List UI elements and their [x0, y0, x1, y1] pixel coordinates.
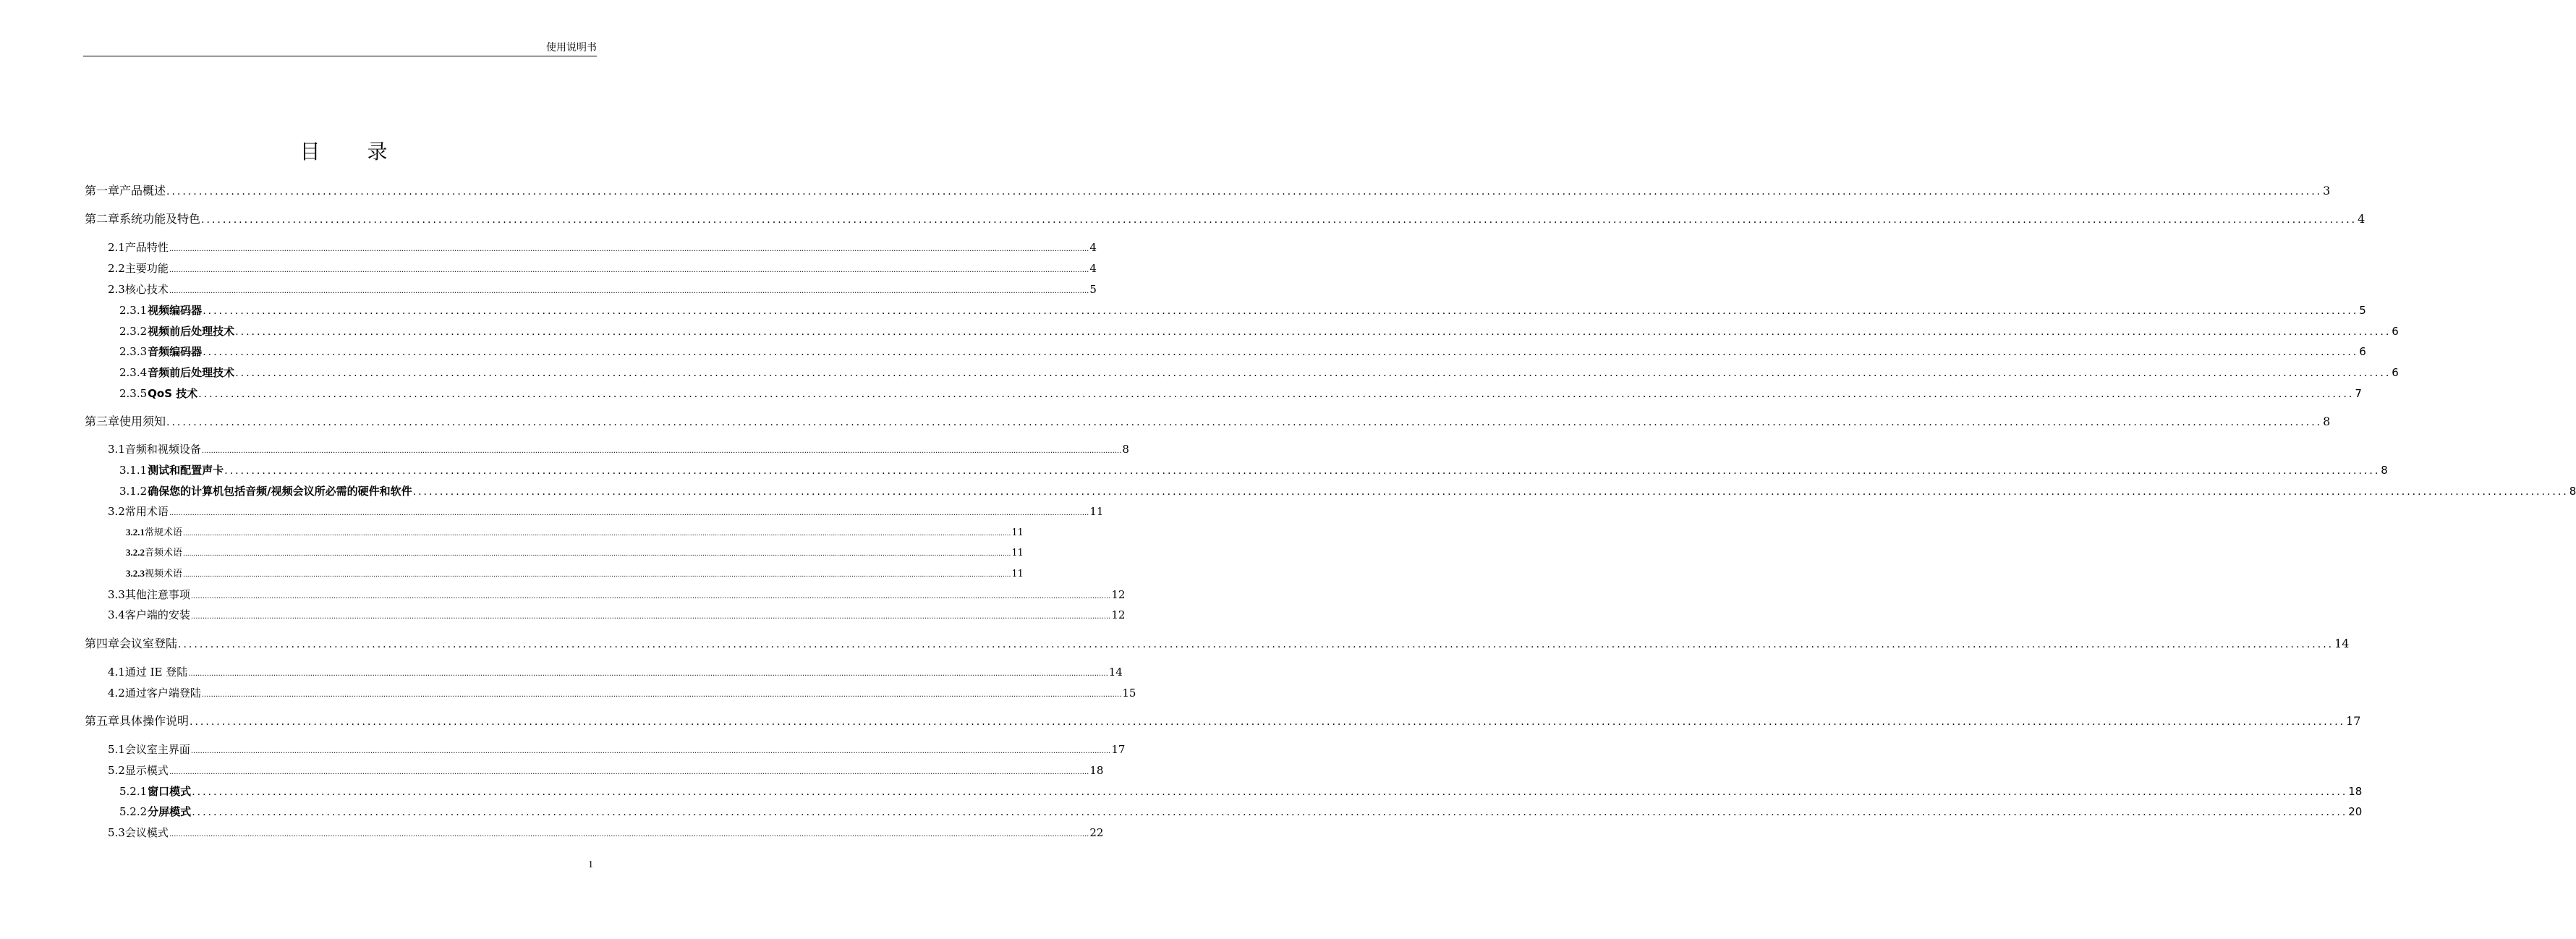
toc-dot-leader: ................................................................................................................................................................................................................................................................................................................................................................................................................ [183, 572, 1011, 579]
toc-dot-leader: ................................................................................................................................................................................................................................................................................................................................................................................................................ [183, 551, 1011, 558]
toc-entry[interactable] [85, 182, 2331, 200]
toc-entry-title: 显示模式 [124, 764, 169, 777]
toc-dot-leader: ................................................................................................................................................................................................................................................................................................................................................................................................................ [169, 287, 1089, 295]
toc-entry-title: 音频编码器 [148, 345, 203, 358]
toc-entry-number: 2.3.5 [119, 387, 148, 400]
toc-entry-number: 3.4 [108, 608, 125, 621]
toc-entry[interactable] [119, 783, 2363, 800]
toc-entry-number: 2.3.2 [119, 325, 148, 338]
toc-entry-number: 5.3 [108, 826, 125, 839]
toc-entry-number: 2.3.1 [119, 304, 148, 317]
toc-entry-page: 22 [1089, 826, 1104, 839]
toc-entry-page: 14 [2334, 637, 2350, 650]
toc-dot-leader: ................................................................................................................................................................................................................................................................................................................................................................................................................ [169, 768, 1089, 776]
toc-entry-page: 14 [1108, 666, 1123, 679]
toc-entry-title: 产品概述 [119, 184, 166, 197]
toc-entry-number: 第三章 [85, 415, 120, 428]
toc-entry[interactable] [119, 302, 2366, 319]
toc-entry[interactable] [126, 565, 1024, 582]
toc-entry[interactable] [119, 385, 2362, 402]
toc-dot-leader: ................................................................................................................................................................................................................................................................................................................................................................................................................ [190, 716, 2346, 728]
toc-entry-page: 6 [2392, 366, 2399, 379]
toc-entry-number: 2.3 [108, 283, 125, 296]
toc-dot-leader: ................................................................................................................................................................................................................................................................................................................................................................................................................ [192, 786, 2348, 798]
toc-entry[interactable] [119, 343, 2366, 360]
toc-entry-number: 3.1 [108, 443, 125, 456]
toc-entry-number: 2.1 [108, 241, 125, 254]
toc-dot-leader: ................................................................................................................................................................................................................................................................................................................................................................................................................ [203, 305, 2359, 317]
toc-entry-page: 12 [1111, 588, 1126, 601]
page-header: 使用说明书 [546, 42, 597, 54]
toc-entry[interactable] [85, 413, 2331, 430]
toc-entry-number: 5.1 [108, 743, 125, 756]
toc-entry[interactable] [119, 483, 2576, 500]
toc-entry-page: 4 [1089, 241, 1097, 254]
toc-dot-leader: ................................................................................................................................................................................................................................................................................................................................................................................................................ [235, 367, 2392, 379]
toc-entry-title: 客户端的安装 [124, 608, 190, 621]
toc-dot-leader: ................................................................................................................................................................................................................................................................................................................................................................................................................ [201, 447, 1122, 455]
toc-dot-leader: ................................................................................................................................................................................................................................................................................................................................................................................................................ [203, 347, 2359, 358]
toc-entry-title: 系统功能及特色 [119, 212, 201, 226]
toc-entry-title: 常规术语 [145, 527, 183, 538]
toc-entry[interactable] [108, 441, 1129, 458]
toc-entry-title: 视频编码器 [148, 304, 203, 317]
toc-entry-title: 测试和配置声卡 [148, 464, 224, 477]
toc-entry-title: QoS 技术 [148, 387, 198, 400]
toc-entry[interactable] [119, 364, 2399, 381]
toc-entry[interactable] [108, 606, 1126, 624]
toc-entry[interactable] [108, 281, 1097, 298]
toc-entry-page: 11 [1011, 548, 1024, 558]
toc-entry-page: 17 [2346, 714, 2361, 728]
toc-entry-page: 11 [1011, 527, 1024, 538]
toc-entry-page: 18 [2348, 785, 2363, 798]
toc-dot-leader: ................................................................................................................................................................................................................................................................................................................................................................................................................ [169, 509, 1089, 517]
toc-entry[interactable] [126, 544, 1024, 561]
toc-dot-leader: ................................................................................................................................................................................................................................................................................................................................................................................................................ [192, 807, 2348, 818]
toc-entry-page: 7 [2355, 387, 2362, 400]
toc-entry-title: 窗口模式 [148, 785, 192, 798]
toc-dot-leader: ................................................................................................................................................................................................................................................................................................................................................................................................................ [188, 670, 1108, 678]
page-number: 1 [588, 859, 593, 870]
toc-entry-page: 8 [1122, 443, 1129, 456]
toc-entry-page: 8 [2381, 464, 2388, 477]
toc-entry-number: 3.3 [108, 588, 125, 601]
toc-entry-title: 具体操作说明 [119, 714, 190, 728]
toc-entry-page: 8 [2323, 415, 2331, 428]
toc-entry-number: 3.2.2 [126, 547, 145, 558]
toc-entry[interactable] [108, 663, 1123, 681]
toc-dot-leader: ................................................................................................................................................................................................................................................................................................................................................................................................................ [169, 830, 1089, 838]
toc-entry-title: 通过 IE 登陆 [124, 666, 188, 679]
toc-title: 目 录 [299, 140, 408, 163]
toc-entry-number: 2.3.4 [119, 366, 148, 379]
toc-entry-number: 2.3.3 [119, 345, 148, 358]
toc-entry[interactable] [108, 824, 1104, 841]
toc-entry[interactable] [108, 503, 1104, 520]
toc-entry[interactable] [126, 524, 1024, 541]
toc-entry-page: 15 [1122, 687, 1136, 700]
toc-entry-page: 11 [1089, 505, 1104, 518]
toc-dot-leader: ................................................................................................................................................................................................................................................................................................................................................................................................................ [412, 486, 2569, 498]
toc-entry-page: 5 [1089, 283, 1097, 296]
toc-dot-leader: ................................................................................................................................................................................................................................................................................................................................................................................................................ [224, 465, 2381, 477]
toc-entry-page: 11 [1011, 569, 1024, 579]
toc-dot-leader: ................................................................................................................................................................................................................................................................................................................................................................................................................ [166, 186, 2323, 197]
toc-entry[interactable] [108, 586, 1126, 603]
toc-dot-leader: ................................................................................................................................................................................................................................................................................................................................................................................................................ [198, 388, 2355, 400]
toc-entry-title: 视频前后处理技术 [148, 325, 235, 338]
toc-entry-title: 核心技术 [124, 283, 169, 296]
toc-entry-title: 产品特性 [124, 241, 169, 254]
toc-entry-number: 5.2 [108, 764, 125, 777]
toc-entry-number: 4.1 [108, 666, 125, 679]
toc-entry-page: 3 [2323, 184, 2331, 197]
toc-entry-number: 2.2 [108, 262, 125, 275]
toc-entry[interactable] [119, 323, 2399, 340]
toc-entry-number: 3.2 [108, 505, 125, 518]
toc-entry-number: 3.1.1 [119, 464, 148, 477]
toc-entry-title: 通过客户端登陆 [124, 687, 201, 700]
toc-entry-page: 18 [1089, 764, 1104, 777]
toc-entry-title: 会议室主界面 [124, 743, 190, 756]
toc-entry-page: 17 [1111, 743, 1126, 756]
toc-entry[interactable] [108, 762, 1104, 779]
toc-entry-title: 确保您的计算机包括音频/视频会议所必需的硬件和软件 [148, 485, 412, 498]
toc-entry-number: 3.1.2 [119, 485, 148, 498]
toc-entry-number: 第四章 [85, 637, 120, 650]
toc-dot-leader: ................................................................................................................................................................................................................................................................................................................................................................................................................ [201, 214, 2358, 226]
toc-entry-number: 第一章 [85, 184, 120, 197]
toc-entry-title: 其他注意事项 [124, 588, 190, 601]
toc-dot-leader: ................................................................................................................................................................................................................................................................................................................................................................................................................ [178, 639, 2334, 650]
toc-entry-number: 第五章 [85, 714, 120, 728]
toc-entry[interactable] [85, 635, 2350, 653]
toc-entry[interactable] [108, 239, 1097, 256]
toc-entry-page: 8 [2569, 485, 2576, 498]
toc-entry[interactable] [108, 741, 1126, 758]
toc-entry-number: 4.2 [108, 687, 125, 700]
toc-entry-title: 视频术语 [145, 569, 183, 579]
toc-entry-page: 6 [2392, 325, 2399, 338]
toc-entry[interactable] [108, 260, 1097, 277]
toc-entry-page: 12 [1111, 608, 1126, 621]
toc-entry-number: 第二章 [85, 212, 120, 226]
toc-dot-leader: ................................................................................................................................................................................................................................................................................................................................................................................................................ [235, 326, 2392, 338]
toc-entry-title: 使用须知 [119, 415, 166, 428]
toc-entry-page: 4 [2358, 212, 2365, 226]
toc-entry-title: 常用术语 [124, 505, 169, 518]
toc-dot-leader: ................................................................................................................................................................................................................................................................................................................................................................................................................ [169, 266, 1089, 274]
toc-entry[interactable] [119, 803, 2363, 820]
toc-entry-number: 3.2.3 [126, 568, 145, 579]
toc-entry-title: 音频术语 [145, 548, 183, 558]
toc-entry-number: 5.2.1 [119, 785, 148, 798]
toc-dot-leader: ................................................................................................................................................................................................................................................................................................................................................................................................................ [190, 747, 1111, 755]
toc-dot-leader: ................................................................................................................................................................................................................................................................................................................................................................................................................ [190, 613, 1111, 621]
toc-dot-leader: ................................................................................................................................................................................................................................................................................................................................................................................................................ [201, 691, 1122, 699]
toc-entry-title: 分屏模式 [148, 805, 192, 818]
toc-entry-title: 音频前后处理技术 [148, 366, 235, 379]
toc-entry[interactable] [108, 684, 1136, 702]
toc-entry[interactable] [119, 462, 2388, 479]
toc-entry[interactable] [85, 713, 2361, 730]
toc-entry-title: 会议室登陆 [119, 637, 178, 650]
toc-dot-leader: ................................................................................................................................................................................................................................................................................................................................................................................................................ [166, 417, 2323, 428]
toc-entry-page: 5 [2359, 304, 2366, 317]
toc-entry-number: 3.2.1 [126, 527, 145, 538]
toc-dot-leader: ................................................................................................................................................................................................................................................................................................................................................................................................................ [169, 245, 1089, 253]
toc-entry-page: 6 [2359, 345, 2366, 358]
toc-entry-title: 音频和视频设备 [124, 443, 201, 456]
toc-entry-number: 5.2.2 [119, 805, 148, 818]
toc-dot-leader: ................................................................................................................................................................................................................................................................................................................................................................................................................ [190, 592, 1111, 600]
toc-entry-title: 主要功能 [124, 262, 169, 275]
toc-dot-leader: ................................................................................................................................................................................................................................................................................................................................................................................................................ [183, 530, 1011, 538]
toc-entry[interactable] [85, 211, 2365, 228]
toc-entry-page: 4 [1089, 262, 1097, 275]
toc-entry-title: 会议模式 [124, 826, 169, 839]
toc-entry-page: 20 [2348, 805, 2363, 818]
